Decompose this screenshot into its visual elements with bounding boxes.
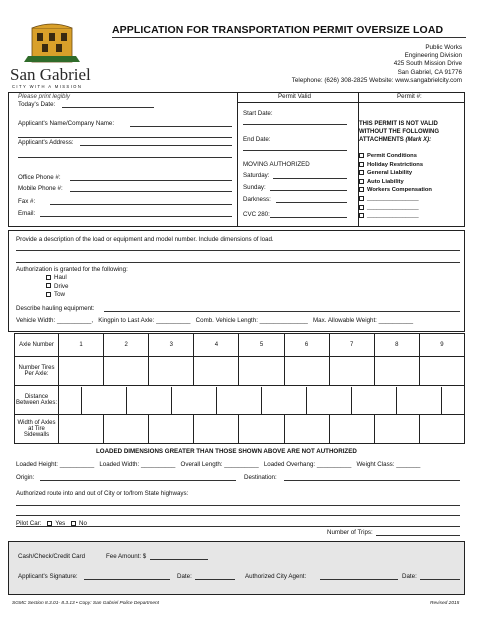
origin-field[interactable] <box>40 480 236 481</box>
city-logo <box>6 22 100 92</box>
cvc-field[interactable] <box>270 217 347 218</box>
applicant-date-field[interactable] <box>195 579 235 580</box>
table-row: Width of Axles at Tire Sidewalls <box>15 415 465 444</box>
load-description-label: Provide a description of the load or equipment and model number. Include dimensions of load. <box>16 236 274 243</box>
table-row: Axle Number 1 2 3 4 5 6 7 8 9 <box>15 334 465 357</box>
permit-valid-heading: Permit Valid <box>278 93 311 100</box>
saturday-field[interactable] <box>273 178 347 179</box>
form-title: APPLICATION FOR TRANSPORTATION PERMIT OVERSIZE LOAD <box>112 24 444 36</box>
route-field[interactable] <box>16 505 460 506</box>
office-phone-field[interactable] <box>70 180 232 181</box>
table-row: Number Tires Per Axle: <box>15 357 465 386</box>
sunday-field[interactable] <box>270 190 347 191</box>
hauling-equipment-field[interactable] <box>104 311 460 312</box>
mobile-phone-field[interactable] <box>70 191 232 192</box>
trips-field[interactable] <box>376 535 460 536</box>
footer-revised: Revised 2015 <box>430 601 460 606</box>
darkness-field[interactable] <box>276 202 347 203</box>
agent-date-field[interactable] <box>420 579 460 580</box>
print-note: Please print legibly <box>18 93 70 100</box>
city-agent-field[interactable] <box>320 579 398 580</box>
axle-table <box>14 333 465 444</box>
end-date-field[interactable] <box>243 150 347 151</box>
department-address: Public Works Engineering Division 425 South Mission Drive San Gabriel, CA 91776 Telephone: (626) 308-2825 Website: www.sangabrielcity.com <box>291 44 462 84</box>
pilot-car-row: Pilot Car: Yes No <box>16 520 87 527</box>
permit-number-label: Permit #: <box>397 93 422 100</box>
haul-checkbox[interactable] <box>46 275 51 280</box>
logo-tagline: CITY WITH A MISSION <box>12 84 83 89</box>
footer-citation: SGMC Section 8.3.01- 8.3.13 • Copy: San Gabriel Police Department <box>12 601 159 606</box>
drive-checkbox[interactable] <box>46 283 51 288</box>
contact-line: Telephone: (626) 308-2825 Website: www.sangabrielcity.com <box>291 76 462 84</box>
checkbox[interactable] <box>359 153 364 158</box>
destination-field[interactable] <box>284 480 460 481</box>
loaded-dimensions-line: Loaded Height: __________ Loaded Width: __________ Overall Length: __________ Loaded Overhang: __________ Weight Class: _______ <box>16 461 421 468</box>
applicant-name-field[interactable] <box>130 126 232 127</box>
tow-checkbox[interactable] <box>46 292 51 297</box>
fax-field[interactable] <box>50 204 232 205</box>
logo-text: San Gabriel <box>10 65 91 84</box>
dimensions-warning: LOADED DIMENSIONS GREATER THAN THOSE SHOWN ABOVE ARE NOT AUTHORIZED <box>96 448 357 455</box>
payment-section <box>8 541 465 595</box>
todays-date-field[interactable] <box>62 107 154 108</box>
fee-amount-field[interactable] <box>150 559 208 560</box>
vehicle-dimensions-line: Vehicle Width: __________, Kingpin to Last Axle: __________ Comb. Vehicle Length: ______________ Max. Allowable Weight: __________ <box>16 317 414 324</box>
applicant-address-field[interactable] <box>80 145 232 146</box>
attachment-warning: THIS PERMIT IS NOT VALID WITHOUT THE FOLLOWING ATTACHMENTS (Mark X): <box>359 121 439 143</box>
applicant-signature-field[interactable] <box>84 579 170 580</box>
attachments-list: Permit Conditions Holiday Restrictions General Liability Auto Liability Workers Compensation ________________ ________________ ________________ <box>359 152 432 221</box>
start-date-field[interactable] <box>243 124 347 125</box>
auth-options: Haul Drive Tow <box>46 274 68 300</box>
email-field[interactable] <box>40 216 232 217</box>
table-row: Distance Between Axles: <box>15 386 465 415</box>
